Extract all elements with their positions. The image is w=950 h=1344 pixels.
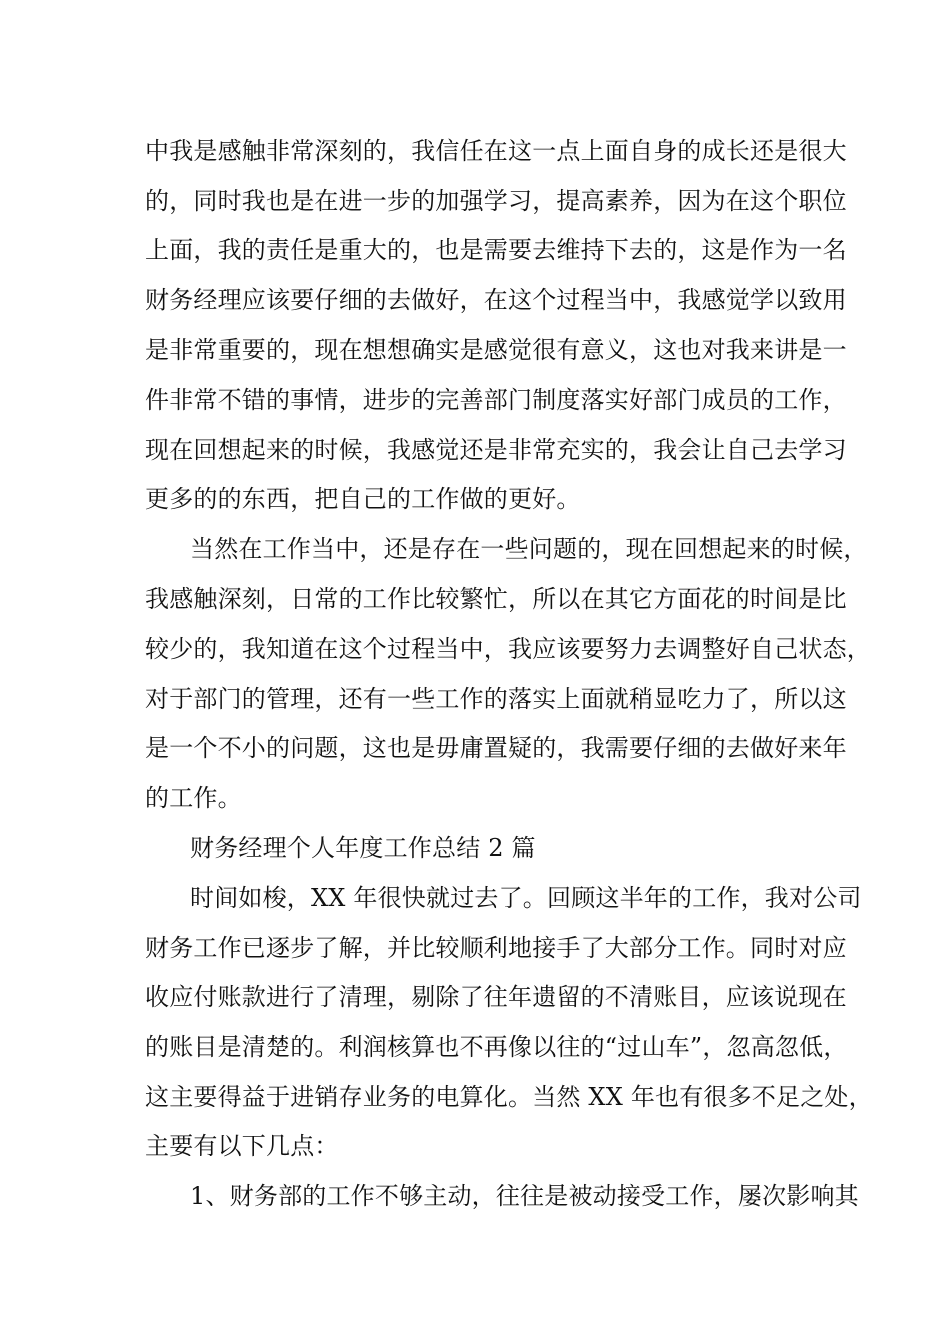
text-line: 中我是感触非常深刻的，我信任在这一点上面自身的成长还是很大 — [145, 137, 847, 165]
paragraph-first-line: 当然在工作当中，还是存在一些问题的，现在回想起来的时候， — [190, 535, 868, 563]
text-line: 上面，我的责任是重大的，也是需要去维持下去的，这是作为一名 — [145, 236, 847, 264]
text-line: 件非常不错的事情，进步的完善部门制度落实好部门成员的工作， — [145, 386, 847, 414]
text-line: 的账目是清楚的。利润核算也不再像以往的“过山车”，忽高忽低， — [145, 1033, 848, 1061]
text-line: 财务工作已逐步了解，并比较顺利地接手了大部分工作。同时对应 — [145, 934, 847, 962]
text-line: 对于部门的管理，还有一些工作的落实上面就稍显吃力了，所以这 — [145, 685, 847, 713]
text-line: 我感触深刻，日常的工作比较繁忙，所以在其它方面花的时间是比 — [145, 585, 847, 613]
text-line: 现在回想起来的时候，我感觉还是非常充实的，我会让自己去学习 — [145, 436, 847, 464]
text-line: 这主要得益于进销存业务的电算化。当然 XX 年也有很多不足之处， — [145, 1083, 873, 1111]
text-line: 较少的，我知道在这个过程当中，我应该要努力去调整好自己状态， — [145, 635, 871, 663]
text-line: 的工作。 — [145, 784, 242, 812]
text-line: 是非常重要的，现在想想确实是感觉很有意义，这也对我来讲是一 — [145, 336, 847, 364]
text-line: 收应付账款进行了清理，剔除了往年遗留的不清账目，应该说现在 — [145, 983, 847, 1011]
paragraph-first-line: 时间如梭，XX 年很快就过去了。回顾这半年的工作，我对公司 — [190, 884, 862, 912]
section-heading: 财务经理个人年度工作总结 2 篇 — [190, 834, 536, 862]
text-line: 财务经理应该要仔细的去做好，在这个过程当中，我感觉学以致用 — [145, 286, 847, 314]
text-line: 主要有以下几点： — [145, 1132, 339, 1160]
text-line: 的，同时我也是在进一步的加强学习，提高素养，因为在这个职位 — [145, 187, 847, 215]
text-line: 是一个不小的问题，这也是毋庸置疑的，我需要仔细的去做好来年 — [145, 734, 847, 762]
text-line: 更多的的东西，把自己的工作做的更好。 — [145, 485, 581, 513]
list-item: 1、财务部的工作不够主动，往往是被动接受工作，屡次影响其 — [190, 1182, 859, 1210]
